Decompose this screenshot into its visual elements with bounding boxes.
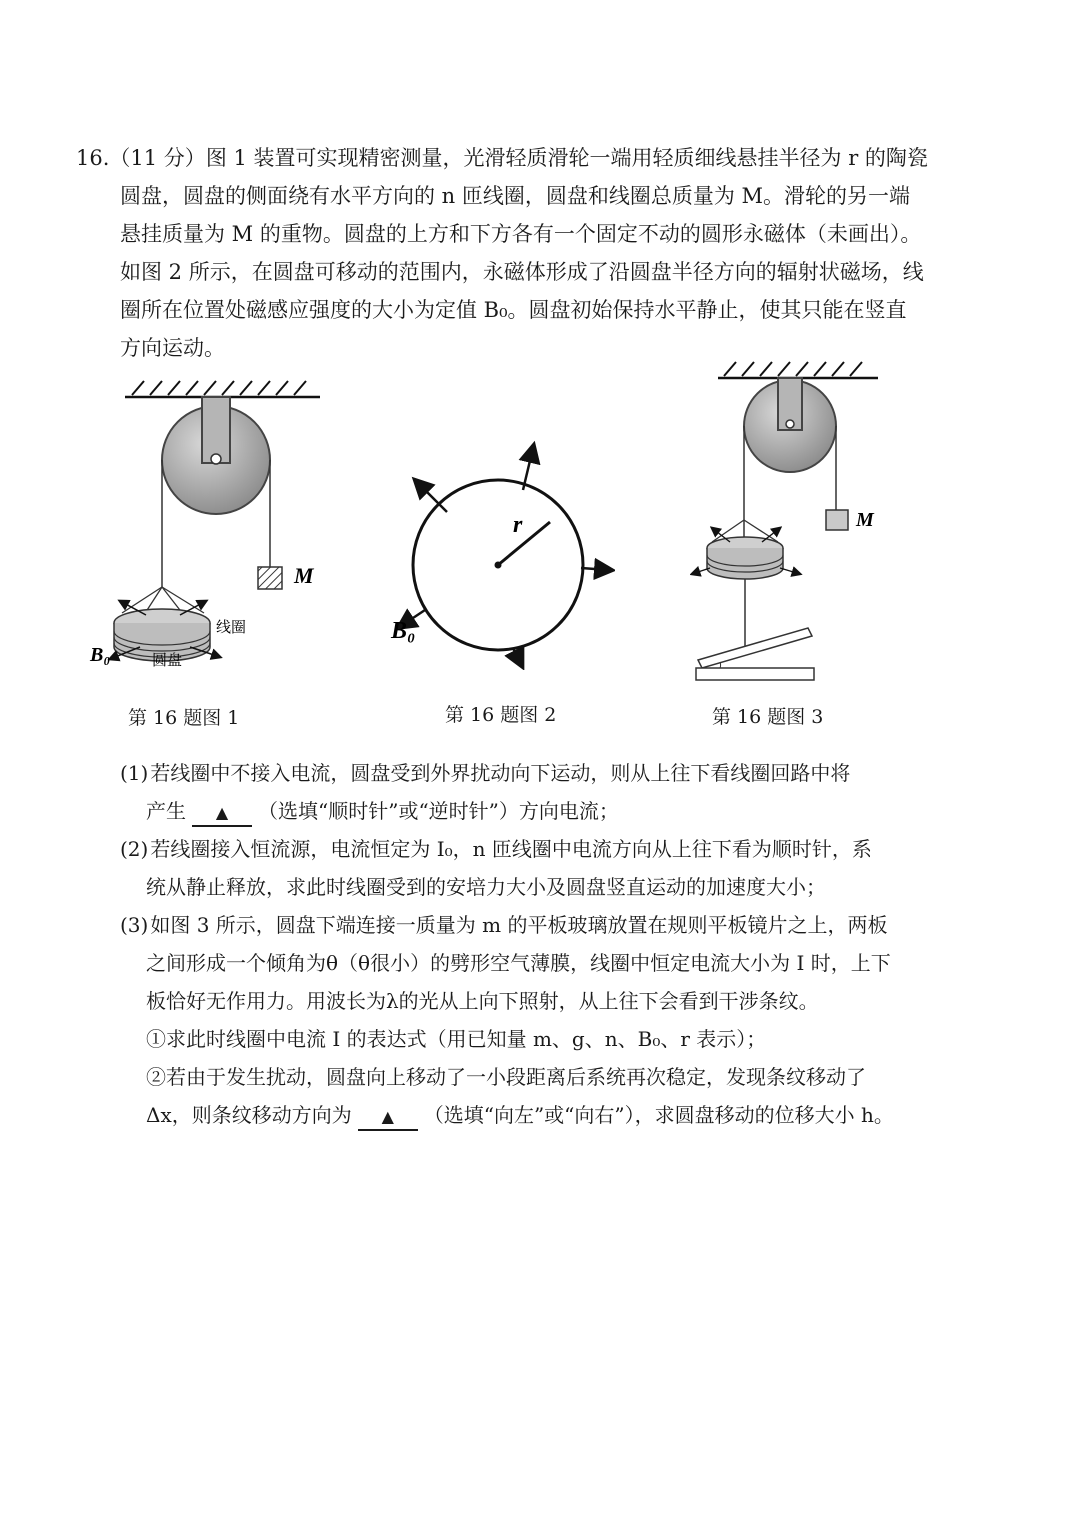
q1-answer-blank[interactable] <box>192 799 252 827</box>
radius-line <box>498 522 550 565</box>
subquestion-2 <box>120 830 925 906</box>
q3-line2: 之间形成一个倾角为θ（θ很小）的劈形空气薄膜，线圈中恒定电流大小为 I 时，上下 <box>146 951 891 975</box>
label-B0-2: B₀ <box>391 618 416 644</box>
question-number-text: 16. <box>76 146 110 170</box>
pulley-bracket <box>202 397 230 463</box>
q3-part2-line1: ②若由于发生扰动，圆盘向上移动了一小段距离后系统再次稳定，发现条纹移动了 <box>146 1065 866 1089</box>
q3-line3: 板恰好无作用力。用波长为λ的光从上向下照射，从上往下会看到干涉条纹。 <box>146 989 819 1013</box>
stem-line-3: 悬挂质量为 M 的重物。圆盘的上方和下方各有一个固定不动的圆形永磁体（未画出）。 <box>120 222 922 246</box>
subquestion-3 <box>120 906 925 1134</box>
glass-plate <box>698 628 812 668</box>
q1-line2-post: （选填“顺时针”或“逆时针”）方向电流； <box>258 799 619 823</box>
label-disk: 圆盘 <box>152 651 183 669</box>
coil-disk <box>114 587 210 661</box>
q1-line2-pre: 产生 <box>146 799 186 823</box>
q2-line1: 若线圈接入恒流源，电流恒定为 I₀，n 匝线圈中电流方向从上往下看为顺时针，系 <box>150 837 872 861</box>
q3-answer-blank[interactable] <box>358 1103 418 1131</box>
label-B0-1: B₀ <box>90 644 111 666</box>
label-M-3: M <box>856 509 874 531</box>
question-score: （11 分） <box>109 146 206 170</box>
stem-line-2: 圆盘，圆盘的侧面绕有水平方向的 n 匝线圈，圆盘和线圈总质量为 M。滑轮的另一端 <box>120 184 911 208</box>
ceiling-3 <box>718 362 878 378</box>
q1-label: (1) <box>120 761 149 785</box>
q3-part2-pre: Δx，则条纹移动方向为 <box>146 1103 352 1127</box>
question-number <box>76 139 928 177</box>
flat-lens <box>696 668 814 680</box>
figure-1 <box>80 375 340 675</box>
label-coil: 线圈 <box>216 618 247 636</box>
subquestion-1 <box>120 754 925 830</box>
weight-M <box>258 567 282 589</box>
caption-fig3: 第 16 题图 3 <box>712 706 824 728</box>
q3-part2-post: （选填“向左”或“向右”），求圆盘移动的位移大小 h。 <box>423 1103 894 1127</box>
q3-blank-marker: ▲ <box>381 1107 394 1126</box>
coil-disk-3 <box>707 520 783 579</box>
figure-3 <box>690 358 890 688</box>
q2-line2: 统从静止释放，求此时线圈受到的安培力大小及圆盘竖直运动的加速度大小； <box>146 875 826 899</box>
stem-line-1: 图 1 装置可实现精密测量，光滑轻质滑轮一端用轻质细线悬挂半径为 r 的陶瓷 <box>205 146 928 170</box>
q3-label: (3) <box>120 913 149 937</box>
q2-label: (2) <box>120 837 149 861</box>
stem-line-5: 圈所在位置处磁感应强度的大小为定值 B₀。圆盘初始保持水平静止，使其只能在竖直 <box>120 298 907 322</box>
q1-line1: 若线圈中不接入电流，圆盘受到外界扰动向下运动，则从上往下看线圈回路中将 <box>150 761 851 785</box>
label-r: r <box>513 512 523 538</box>
figure-2 <box>385 440 615 670</box>
caption-fig2: 第 16 题图 2 <box>445 704 557 726</box>
question-stem <box>76 139 931 367</box>
q3-line1: 如图 3 所示，圆盘下端连接一质量为 m 的平板玻璃放置在规则平板镜片之上，两板 <box>150 913 888 937</box>
weight-M-3 <box>826 510 848 530</box>
q3-part1: ①求此时线圈中电流 I 的表达式（用已知量 m、g、n、B₀、r 表示）； <box>146 1027 767 1051</box>
stem-line-6: 方向运动。 <box>120 336 225 360</box>
label-M-1: M <box>294 563 314 588</box>
q1-blank-marker: ▲ <box>215 803 229 822</box>
stem-line-4: 如图 2 所示，在圆盘可移动的范围内，永磁体形成了沿圆盘半径方向的辐射状磁场，线 <box>120 260 924 284</box>
caption-fig1: 第 16 题图 1 <box>128 707 240 729</box>
ceiling <box>125 381 320 397</box>
